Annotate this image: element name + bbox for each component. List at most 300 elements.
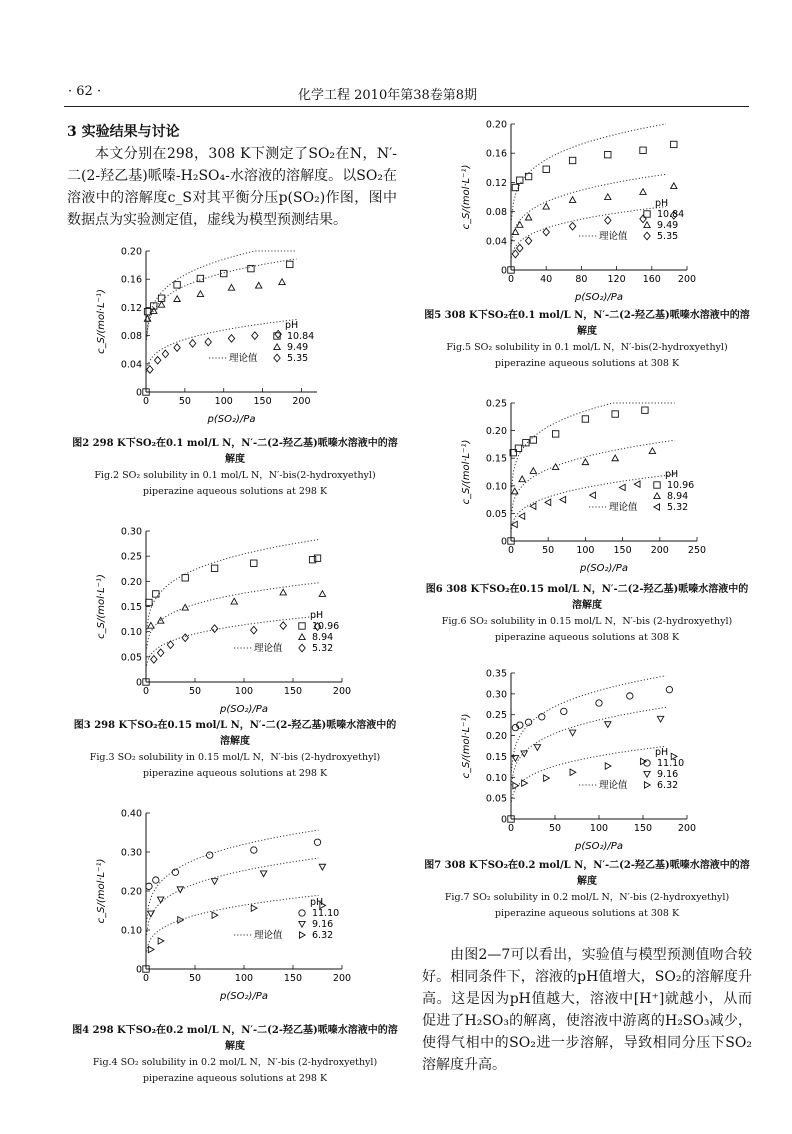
legend-title: pH [285,320,299,331]
x-tick-label: 100 [234,973,254,984]
data-point [151,308,157,314]
data-point [174,282,180,288]
figure-5-chart [455,116,705,306]
x-tick-label: 200 [332,973,352,984]
legend-title: pH [655,747,669,758]
y-tick-label: 0.10 [120,925,142,937]
data-point [654,482,660,488]
data-point [561,708,567,714]
data-point [147,366,153,374]
x-tick-label: 200 [332,686,352,697]
legend-entry: 5.32 [667,502,689,513]
x-tick-label: 200 [650,545,669,556]
legend-title: pH [310,897,324,908]
intro-paragraph [67,143,397,231]
figure-caption-zh: 图2 298 K下SO₂在0.1 mol/L N，N′-二(2-羟乙基)哌嗪水溶液中的溶解度 [72,438,398,465]
figure-caption-en: Fig.5 SO₂ solubility in 0.1 mol/L N，N′-bis(2-hydroxyethyl) piperazine aqueous solutions at 308 K [446,342,728,369]
data-point [644,222,650,228]
legend-entry: 11.10 [657,758,685,769]
data-point [517,244,523,252]
header-rule [64,106,749,107]
legend-title: pH [655,198,669,209]
data-point [569,730,575,736]
data-point [182,575,188,581]
data-point [530,503,536,509]
y-tick-label: 0.20 [120,246,142,258]
legend-entry: 8.94 [312,632,334,643]
y-axis-label: c_S/(mol·L⁻¹) [461,164,472,230]
data-point [228,284,234,290]
y-tick-label: 0.20 [120,576,142,588]
data-point [666,686,672,692]
x-tick-label: 100 [234,686,254,697]
data-point [640,147,646,153]
x-axis-label: p(SO₂)/Pa [220,991,268,1002]
legend-entry: 5.35 [657,231,679,242]
data-point [251,847,257,853]
x-tick-label: 40 [540,274,553,285]
y-tick-label: 0.12 [120,302,142,314]
figure-5-caption [422,308,752,372]
model-curve [511,474,674,529]
data-point [274,344,280,350]
legend-entry: 6.32 [312,930,334,941]
y-tick-label: 0.40 [120,808,142,820]
data-point [167,641,173,649]
model-curve [147,830,319,922]
data-point [644,760,650,766]
data-point [544,775,550,781]
y-tick-label: 0.20 [485,731,507,743]
data-point [211,879,217,885]
x-tick-label: 150 [253,396,272,407]
series-points [510,407,648,456]
data-point [644,782,650,788]
figure-3-caption [70,718,400,782]
data-point [627,693,633,699]
data-point [570,769,576,775]
y-tick-label: 0.05 [485,508,507,520]
y-tick-label: 0.10 [120,627,142,639]
data-point [228,335,234,343]
data-point [671,141,677,147]
data-point [671,183,677,189]
figure-caption-en: Fig.6 SO₂ solubility in 0.15 mol/L N，N′-bis (2-hydroxyethyl) piperazine aqueous solutions at 308 K [441,616,733,643]
data-point [148,911,154,917]
data-point [644,232,650,240]
y-tick-label: 0.05 [485,793,507,805]
data-point [569,222,575,230]
data-point [174,344,180,352]
y-tick-label: 0.04 [485,236,507,248]
y-tick-label: 0 [500,814,507,826]
y-tick-label: 0.10 [485,481,507,493]
data-point [569,197,575,203]
data-point [560,496,566,502]
data-point [519,513,525,519]
series-points [144,261,293,315]
data-point [158,649,164,657]
model-curve [147,583,319,649]
legend-title: pH [665,469,679,480]
data-point [640,758,646,764]
data-point [654,493,660,499]
legend-theory-label: 理论值 [254,643,283,654]
legend-entry: 5.32 [312,643,334,654]
x-tick-label: 80 [575,274,588,285]
data-point [582,416,588,422]
series-points [146,555,321,606]
y-tick-label: 0.15 [485,453,507,465]
legend-entry: 9.49 [287,342,309,353]
figure-caption-en: Fig.7 SO₂ solubility in 0.2 mol/L N，N′-bis (2-hydroxyethyl) piperazine aqueous solutions at 308 K [444,892,730,919]
x-tick-label: 160 [642,274,661,285]
data-point [153,591,159,597]
data-point [251,560,257,566]
legend-theory-label: 理论值 [599,780,628,791]
x-tick-label: 0 [507,545,515,556]
data-point [177,887,183,893]
y-tick-label: 0.08 [485,207,507,219]
data-point [211,565,217,571]
x-tick-label: 150 [613,545,632,556]
y-tick-label: 0.25 [485,398,507,410]
data-point [158,897,164,903]
data-point [525,173,531,179]
section-title: 3 实验结果与讨论 [67,124,180,140]
data-point [552,431,558,437]
data-point [197,291,203,297]
data-point [189,340,195,348]
data-point [525,214,531,220]
series-points [513,753,677,789]
legend-theory-label: 理论值 [609,502,638,513]
data-point [174,296,180,302]
x-tick-label: 120 [607,274,626,285]
model-curve [511,403,674,491]
x-axis-label: p(SO₂)/Pa [575,841,623,852]
x-tick-label: 250 [687,545,707,556]
data-point [314,555,320,561]
data-point [299,932,305,938]
y-tick-label: 0.05 [120,652,142,664]
y-tick-label: 0.10 [485,772,507,784]
figure-6-caption [422,582,752,646]
x-tick-label: 50 [548,823,562,834]
model-curve [511,676,669,772]
figure-caption-zh: 图4 298 K下SO₂在0.2 mol/L N，N′-二(2-羟乙基)哌嗪水溶液中的溶解度 [72,1025,398,1052]
intro-text: 本文分别在298，308 K下测定了SO₂在N，N′-二(2-羟乙基)哌嗪-H₂SO₄-水溶液的溶解度。以SO₂在溶液中的溶解度c_S对其平衡分压p(SO₂)作图，图中数据点为实验测定值，虚线为模型预测结果。 [67,146,397,228]
y-tick-label: 0.30 [485,689,507,701]
data-point [517,177,523,183]
figure-caption-en: Fig.4 SO₂ solubility in 0.2 mol/L N，N′-bis (2-hydroxyethyl) piperazine aqueous solutions at 298 K [92,1057,378,1084]
legend-entry: 8.94 [667,491,689,502]
data-point [144,308,150,314]
y-axis-label: c_S/(mol·L⁻¹) [96,289,107,354]
data-point [178,917,184,923]
data-point [148,946,154,952]
data-point [182,634,188,642]
data-point [543,166,549,172]
x-tick-label: 0 [507,823,515,834]
figure-2-chart [90,243,335,428]
figure-caption-zh: 图7 308 K下SO₂在0.2 mol/L N，N′-二(2-羟乙基)哌嗪水溶液中的溶解度 [424,860,750,887]
data-point [299,910,305,916]
x-tick-label: 0 [142,396,150,407]
data-point [590,492,596,498]
y-tick-label: 0 [500,536,507,548]
data-point [158,301,164,307]
figure-caption-zh: 图5 308 K下SO₂在0.1 mol/L N，N′-二(2-羟乙基)哌嗪水溶液中的溶解度 [424,310,750,337]
y-tick-label: 0.30 [120,847,142,859]
data-point [182,604,188,610]
model-curve [511,207,666,258]
data-point [212,912,218,918]
data-point [512,488,518,494]
x-tick-label: 150 [283,973,303,984]
legend-entry: 10.96 [312,621,340,632]
data-point [314,839,320,845]
series-points [512,183,677,235]
figure-4-caption [70,1023,400,1087]
x-tick-label: 50 [542,545,555,556]
conclusion-text: 由图2—7可以看出，实验值与模型预测值吻合较好。相同条件下，溶液的pH值增大，SO₂的溶解度升高。这是因为pH值越大，溶液中[H⁺]就越小，从而促进了H₂SO₃的解离，使溶液中游离的H₂SO₃减少，使得气相中的SO₂进一步溶解，导致相同分压下SO₂溶解度升高。 [422,947,752,1073]
data-point [649,448,655,454]
legend-entry: 10.84 [657,209,685,220]
x-tick-label: 100 [576,545,595,556]
data-point [248,265,254,271]
data-point [605,763,611,769]
model-curve [511,124,669,220]
data-point [280,589,286,595]
data-point [657,716,663,722]
data-point [521,751,527,757]
series-points [144,279,285,321]
data-point [148,622,154,628]
x-tick-label: 50 [178,396,191,407]
data-point [158,938,164,944]
data-point [517,222,523,228]
legend-entry: 9.16 [312,919,334,930]
legend-entry: 9.49 [657,220,679,231]
data-point [280,622,286,630]
data-point [162,350,168,358]
legend-entry: 9.16 [657,769,679,780]
y-tick-label: 0.16 [485,148,507,160]
x-tick-label: 0 [507,274,515,285]
y-tick-label: 0 [135,677,142,689]
legend-theory-label: 理论值 [254,930,283,941]
data-point [274,354,280,362]
series-points [148,589,326,628]
x-tick-label: 200 [677,823,697,834]
data-point [642,407,648,413]
data-point [634,481,640,487]
legend-entry: 11.10 [312,908,340,919]
data-point [605,217,611,225]
data-point [211,625,217,633]
data-point [543,203,549,209]
series-points [512,141,677,190]
y-tick-label: 0.04 [120,359,142,371]
data-point [146,599,152,605]
y-axis-label: c_S/(mol·L⁻¹) [461,439,472,505]
figure-caption-en: Fig.2 SO₂ solubility in 0.1 mol/L N，N′-bis(2-hydroxyethyl) piperazine aqueous solutions at 298 K [94,470,376,497]
data-point [569,157,575,163]
figure-7-chart [455,665,705,855]
page-number: · 62 · [68,84,102,99]
x-axis-label: p(SO₂)/Pa [220,704,268,715]
figure-3-chart [90,523,360,718]
data-point [299,644,305,652]
x-tick-label: 200 [677,274,697,285]
x-tick-label: 100 [214,396,233,407]
series-points [512,716,664,761]
x-axis-label: p(SO₂)/Pa [207,414,256,425]
data-point [539,714,545,720]
y-tick-label: 0 [135,387,142,399]
y-axis-label: c_S/(mol·L⁻¹) [461,713,472,779]
data-point [207,852,213,858]
x-axis-label: p(SO₂)/Pa [580,563,628,574]
y-tick-label: 0.35 [485,668,507,680]
figure-2-caption [70,436,400,500]
data-point [596,700,602,706]
x-tick-label: 0 [142,973,150,984]
data-point [522,780,528,786]
y-tick-label: 0.20 [485,426,507,438]
data-point [256,282,262,288]
data-point [299,634,305,640]
model-curve [146,259,299,340]
journal-header: 化学工程 2010年第38卷第8期 [298,88,478,103]
data-point [309,556,315,562]
data-point [279,279,285,285]
data-point [197,275,203,281]
y-axis-label: c_S/(mol·L⁻¹) [96,858,107,924]
data-point [512,229,518,235]
x-tick-label: 200 [292,396,311,407]
model-curve [146,251,299,339]
data-point [582,459,588,465]
data-point [525,719,531,725]
data-point [654,504,660,510]
figure-6-chart [455,395,715,577]
data-point [512,521,518,527]
data-point [612,411,618,417]
legend-entry: 10.96 [667,480,695,491]
model-curve [147,895,319,951]
data-point [299,623,305,629]
y-tick-label: 0.16 [120,274,142,286]
data-point [640,189,646,195]
y-tick-label: 0.20 [485,119,507,131]
y-tick-label: 0.20 [120,886,142,898]
legend-entry: 6.32 [657,780,679,791]
data-point [512,184,518,190]
data-point [612,455,618,461]
y-tick-label: 0.12 [485,177,507,189]
data-point [205,338,211,346]
data-point [251,626,257,634]
conclusion-paragraph [422,944,752,1076]
series-points [147,330,282,373]
x-tick-label: 50 [188,973,202,984]
figure-caption-zh: 图3 298 K下SO₂在0.15 mol/L N，N′-二(2-羟乙基)哌嗪水溶液中的溶解度 [73,720,397,747]
data-point [146,883,152,889]
data-point [530,468,536,474]
y-tick-label: 0.08 [120,331,142,343]
data-point [513,782,519,788]
data-point [299,921,305,927]
data-point [644,771,650,777]
model-curve [147,858,319,935]
series-points [512,686,672,730]
data-point [605,722,611,728]
legend-title: pH [310,610,324,621]
legend-theory-label: 理论值 [599,231,628,242]
series-points [512,211,677,257]
data-point [251,905,257,911]
data-point [534,745,540,751]
x-tick-label: 100 [589,823,609,834]
data-point [252,332,258,340]
figure-4-chart [90,805,360,1005]
x-tick-label: 150 [283,686,303,697]
series-points [512,448,656,494]
y-tick-label: 0.15 [120,602,142,613]
x-axis-label: p(SO₂)/Pa [575,292,623,303]
x-tick-label: 150 [633,823,653,834]
data-point [154,356,160,364]
y-tick-label: 0 [500,265,507,277]
data-point [519,476,525,482]
data-point [605,194,611,200]
data-point [151,656,157,664]
data-point [260,871,266,877]
data-point [605,151,611,157]
y-axis-label: c_S/(mol·L⁻¹) [96,574,107,639]
data-point [231,598,237,604]
data-point [172,869,178,875]
data-point [644,211,650,217]
y-tick-label: 0.25 [485,710,507,722]
data-point [319,864,325,870]
x-tick-label: 0 [142,686,150,697]
y-tick-label: 0.25 [120,551,142,563]
legend-entry: 5.35 [287,353,309,364]
y-tick-label: 0 [135,964,142,976]
data-point [319,591,325,597]
y-tick-label: 0.15 [485,751,507,763]
series-points [151,622,321,663]
model-curve [147,616,319,666]
data-point [619,484,625,490]
legend-theory-label: 理论值 [229,353,258,364]
data-point [640,215,646,223]
figure-7-caption [422,858,752,922]
data-point [144,315,150,321]
figure-caption-en: Fig.3 SO₂ solubility in 0.15 mol/L N，N′-bis (2-hydroxyethyl) piperazine aqueous solutions at 298 K [89,752,381,779]
series-points [148,902,325,952]
data-point [530,437,536,443]
y-tick-label: 0.30 [120,526,142,538]
legend-entry: 10.84 [287,331,315,342]
x-tick-label: 50 [188,686,202,697]
data-point [287,261,293,267]
data-point [545,499,551,505]
data-point [153,877,159,883]
